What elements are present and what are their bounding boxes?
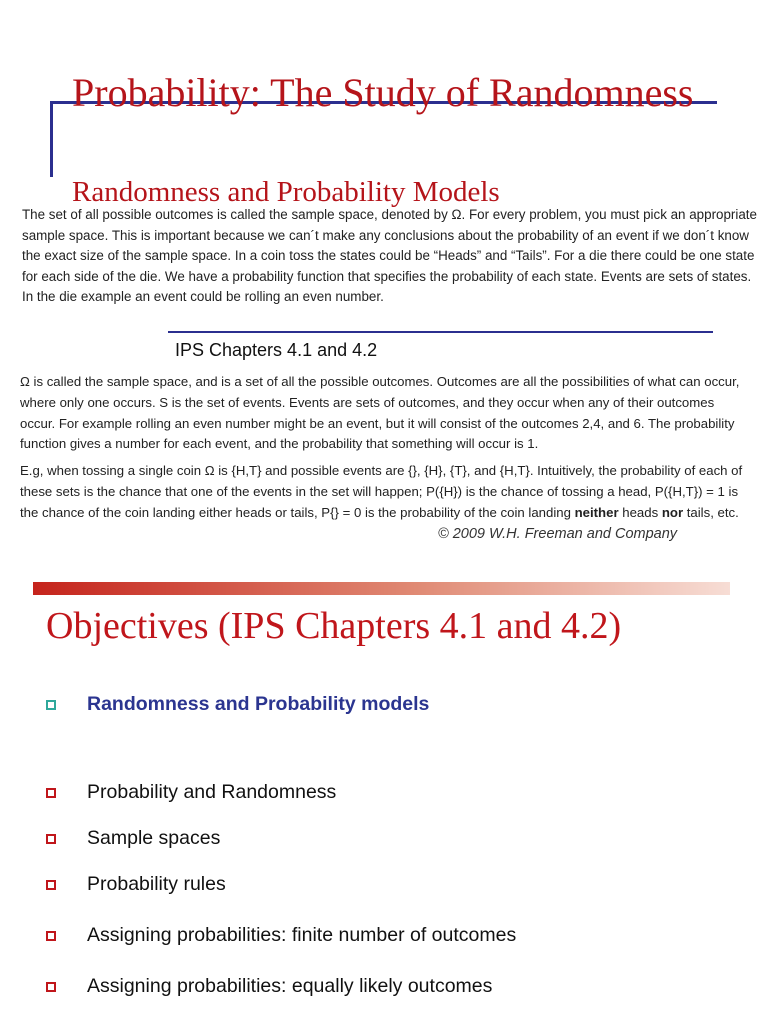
square-bullet-icon: [46, 880, 56, 890]
chapters-label: IPS Chapters 4.1 and 4.2: [175, 340, 378, 360]
notes-bold-nor: nor: [661, 504, 684, 520]
bullet-text: Probability rules: [87, 873, 226, 895]
notes-paragraph-1: Ω is called the sample space, and is a set of all the possible outcomes. Outcomes are all the possibilities of what can occur, where only one occurs. S is the set of events. Events are sets of outcomes, and they occur when any of their outcomes occur. For example rolling an even number might be an event, but it will consist of the outcomes 2,4, and 6. The probability function gives a number for each event, and the probability that something will occur is 1.: [20, 374, 740, 452]
list-item: [46, 975, 492, 998]
notes-text: tails, etc.: [683, 504, 739, 520]
title-rule-vertical: [50, 103, 53, 177]
notes-text: heads: [618, 504, 662, 520]
bullet-text: Sample spaces: [87, 827, 221, 849]
chapters-rule: [168, 331, 713, 333]
copyright: © 2009 W.H. Freeman and Company: [438, 526, 678, 542]
slide-title: Probability: The Study of Randomness: [72, 70, 694, 115]
notes-bold-neither: neither: [574, 504, 619, 520]
square-bullet-icon: [46, 834, 56, 844]
gradient-header-bar: [33, 582, 730, 595]
list-item: [46, 693, 429, 716]
square-bullet-icon: [46, 982, 56, 992]
notes-paragraph-2: [20, 461, 748, 523]
speaker-notes-body: [20, 372, 748, 530]
slide-subtitle: Randomness and Probability Models: [72, 176, 500, 208]
bullet-text: Randomness and Probability models: [87, 693, 430, 715]
list-item: [46, 827, 220, 850]
bullet-text: Probability and Randomness: [87, 781, 337, 803]
list-item: [46, 924, 516, 947]
list-item: [46, 873, 226, 896]
bullet-text: Assigning probabilities: finite number of outcomes: [87, 924, 517, 946]
square-bullet-icon: [46, 788, 56, 798]
list-item: [46, 781, 336, 804]
square-bullet-icon: [46, 700, 56, 710]
square-bullet-icon: [46, 931, 56, 941]
speaker-notes-top: The set of all possible outcomes is called the sample space, denoted by Ω. For every problem, you must pick an appropriate sample space. This is important because we can´t make any conclusions about the probability of an event if we don´t know the exact size of the sample space. In a coin toss the states could be “Heads” and “Tails”. For a die there could be one state for each side of the die. We have a probability function that specifies the probability of each state. Events are sets of states. In the die example an event could be rolling an even number.: [22, 207, 757, 304]
notes-text: E.g, when tossing a single coin Ω is {H,T} and possible events are {}, {H}, {T}, and {H,T}. Intuitively, the probability of each of these sets is the chance that one of the events in the set will happen; P({H}) is the chance of tossing a head, P({H,T}) = 1 is the chance of the coin landing either heads or tails, P{} = 0 is the probability of the coin landing: [20, 463, 743, 520]
bullet-text: Assigning probabilities: equally likely outcomes: [87, 975, 493, 997]
objectives-title: Objectives (IPS Chapters 4.1 and 4.2): [46, 605, 622, 647]
